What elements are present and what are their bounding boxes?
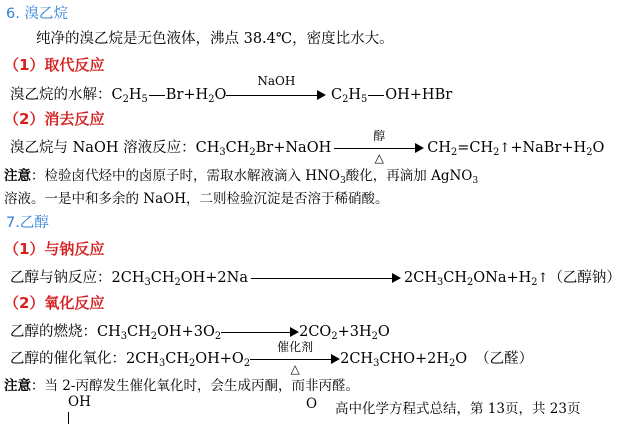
elimination-heading: （2）消去反应 bbox=[4, 110, 105, 128]
hydrolysis-equation: 溴乙烷的水解：$C_2H_5$ $Br+H_2O$ NaOH $C_2H_5$ OH+HBr bbox=[10, 74, 453, 105]
hydrolysis-label: 溴乙烷的水解： bbox=[10, 87, 112, 103]
section-6-title: 6. 溴乙烷 bbox=[6, 6, 68, 22]
reaction-arrow-icon: 催化剂 △ bbox=[250, 353, 340, 365]
reaction-arrow-icon: 醇 △ bbox=[334, 142, 424, 154]
substitution-heading: （1）取代反应 bbox=[4, 56, 105, 74]
catalytic-label: 乙醇的催化氧化： bbox=[10, 351, 126, 367]
combustion-label: 乙醇的燃烧： bbox=[10, 324, 97, 340]
section-7-title: 7.乙醇 bbox=[6, 215, 49, 231]
note-6-line1: 注意：检验卤代烃中的卤原子时，需取水解液滴入 $HNO_3$酸化，再滴加 AgNO$_3$ bbox=[4, 168, 479, 186]
sodium-equation: 乙醇与钠反应：$2CH_3CH_2OH+2Na$ $2CH_3CH_2ONa+H_2↑$（乙醇钠） bbox=[10, 270, 621, 288]
sodium-reaction-heading: （1）与钠反应 bbox=[4, 240, 105, 258]
combustion-equation: 乙醇的燃烧：$CH_3CH_2OH+3O_2$ $2CO_2+3H_2O$ bbox=[10, 324, 390, 342]
bromoethane-description: 纯净的溴乙烷是无色液体，沸点 38.4℃，密度比水大。 bbox=[36, 31, 394, 47]
reaction-arrow-icon bbox=[221, 326, 299, 338]
gas-up-arrow-icon: ↑ bbox=[499, 141, 511, 156]
elimination-label: 溴乙烷与 NaOH 溶液反应： bbox=[10, 140, 196, 156]
note-7: 注意：当 2-丙醇发生催化氧化时，会生成丙酮，而非丙醛。 bbox=[4, 378, 359, 394]
reaction-arrow-icon bbox=[251, 272, 401, 284]
gas-up-arrow-icon: ↑ bbox=[537, 271, 549, 286]
structure-o-label: O bbox=[306, 396, 318, 412]
sodium-label: 乙醇与钠反应： bbox=[10, 270, 112, 286]
elimination-equation: 溴乙烷与 NaOH 溶液反应：$CH_3CH_2Br+NaOH$ 醇 △ $CH_2=CH_2↑+NaBr+H_2O$ bbox=[10, 129, 605, 165]
structure-bond-line bbox=[68, 412, 70, 424]
catalytic-oxidation-equation: 乙醇的催化氧化：$2CH_3CH_2OH+O_2$ 催化剂 △ $2CH_3CHO+2H_2O$ （乙醛） bbox=[10, 340, 534, 376]
note-6-line2: 溶液。一是中和多余的 NaOH，二则检验沉淀是否溶于稀硝酸。 bbox=[4, 191, 389, 207]
reaction-arrow-icon: NaOH bbox=[226, 89, 326, 101]
oxidation-heading: （2）氧化反应 bbox=[4, 294, 105, 312]
structure-oh-label: OH bbox=[68, 394, 91, 410]
page-footer: 高中化学方程式总结，第 13页，共 23页 bbox=[335, 401, 581, 417]
